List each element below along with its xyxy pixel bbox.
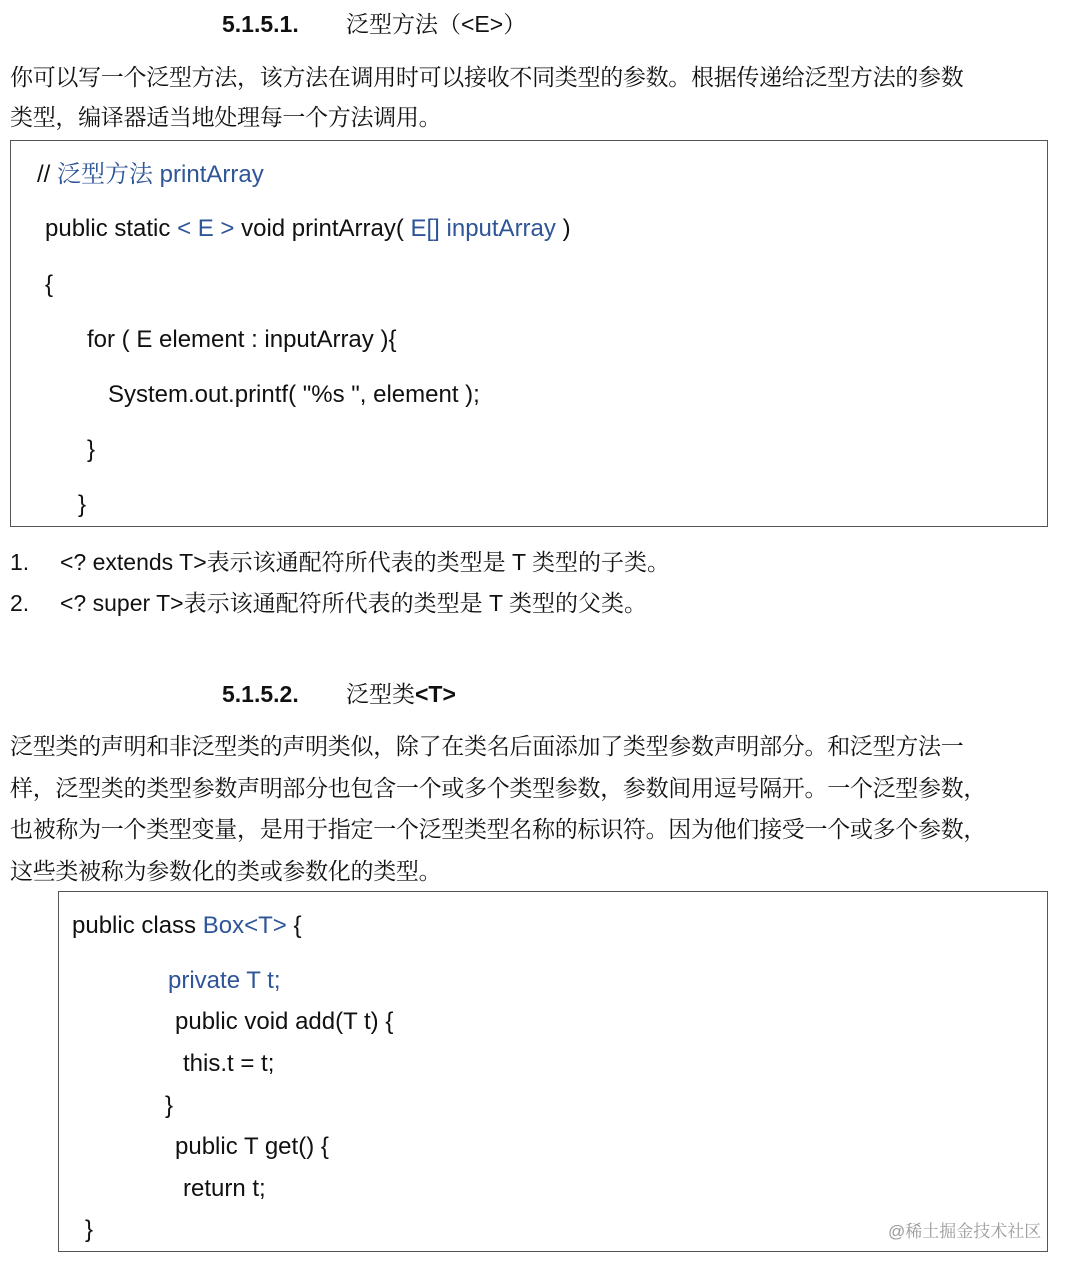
code-line: } (87, 436, 96, 463)
list-item: <? extends T>表示该通配符所代表的类型是 T 类型的子类。 (60, 549, 671, 575)
paragraph-line: 你可以写一个泛型方法，该方法在调用时可以接收不同类型的参数。根据传递给泛型方法的参数 (10, 64, 964, 90)
paragraph-line: 也被称为一个类型变量，是用于指定一个泛型类型名称的标识符。因为他们接受一个或多个参数， (10, 816, 987, 842)
code-line (72, 914, 301, 938)
list-item: <? super T>表示该通配符所代表的类型是 T 类型的父类。 (60, 590, 648, 616)
list-number: 1. (10, 549, 30, 575)
code-token: { (286, 912, 302, 939)
section-title-text: 泛型类 (346, 681, 415, 707)
code-comment-marker: // (37, 161, 51, 188)
code-line: System.out.printf( "%s ", element ); (108, 381, 480, 408)
section-title-code: <T> (415, 681, 456, 707)
code-token: < E > (177, 215, 235, 242)
code-comment: 泛型方法 printArray (50, 161, 264, 188)
code-line (45, 217, 571, 241)
paragraph-line: 这些类被称为参数化的类或参数化的类型。 (10, 858, 442, 884)
code-token: public class (72, 912, 203, 939)
code-line: for ( E element : inputArray ){ (87, 326, 397, 353)
paragraph-line: 泛型类的声明和非泛型类的声明类似，除了在类名后面添加了类型参数声明部分。和泛型方法一 (10, 733, 964, 759)
code-token: public static (45, 215, 178, 242)
code-line: this.t = t; (183, 1050, 275, 1077)
paragraph-line: 样，泛型类的类型参数声明部分也包含一个或多个类型参数，参数间用逗号隔开。一个泛型参数， (10, 775, 987, 801)
code-line (37, 163, 264, 187)
section-title: 泛型方法（<E>） (346, 11, 527, 37)
code-line: } (78, 491, 87, 518)
section-title (346, 683, 456, 706)
code-line: } (85, 1216, 94, 1243)
code-token: ) (555, 215, 571, 242)
section-number: 5.1.5.2. (222, 681, 299, 707)
code-token: void printArray( (234, 215, 411, 242)
list-number: 2. (10, 590, 30, 616)
code-line: public T get() { (175, 1133, 329, 1160)
paragraph-line: 类型，编译器适当地处理每一个方法调用。 (10, 104, 442, 130)
code-line: { (45, 271, 54, 298)
code-line: public void add(T t) { (175, 1008, 394, 1035)
code-line: private T t; (168, 967, 281, 994)
code-token: E[] inputArray (410, 215, 556, 242)
code-token: Box<T> (202, 912, 287, 939)
code-line: return t; (183, 1175, 266, 1202)
watermark: @稀土掘金技术社区 (888, 1222, 1042, 1241)
code-line: } (165, 1092, 174, 1119)
section-number: 5.1.5.1. (222, 11, 299, 37)
